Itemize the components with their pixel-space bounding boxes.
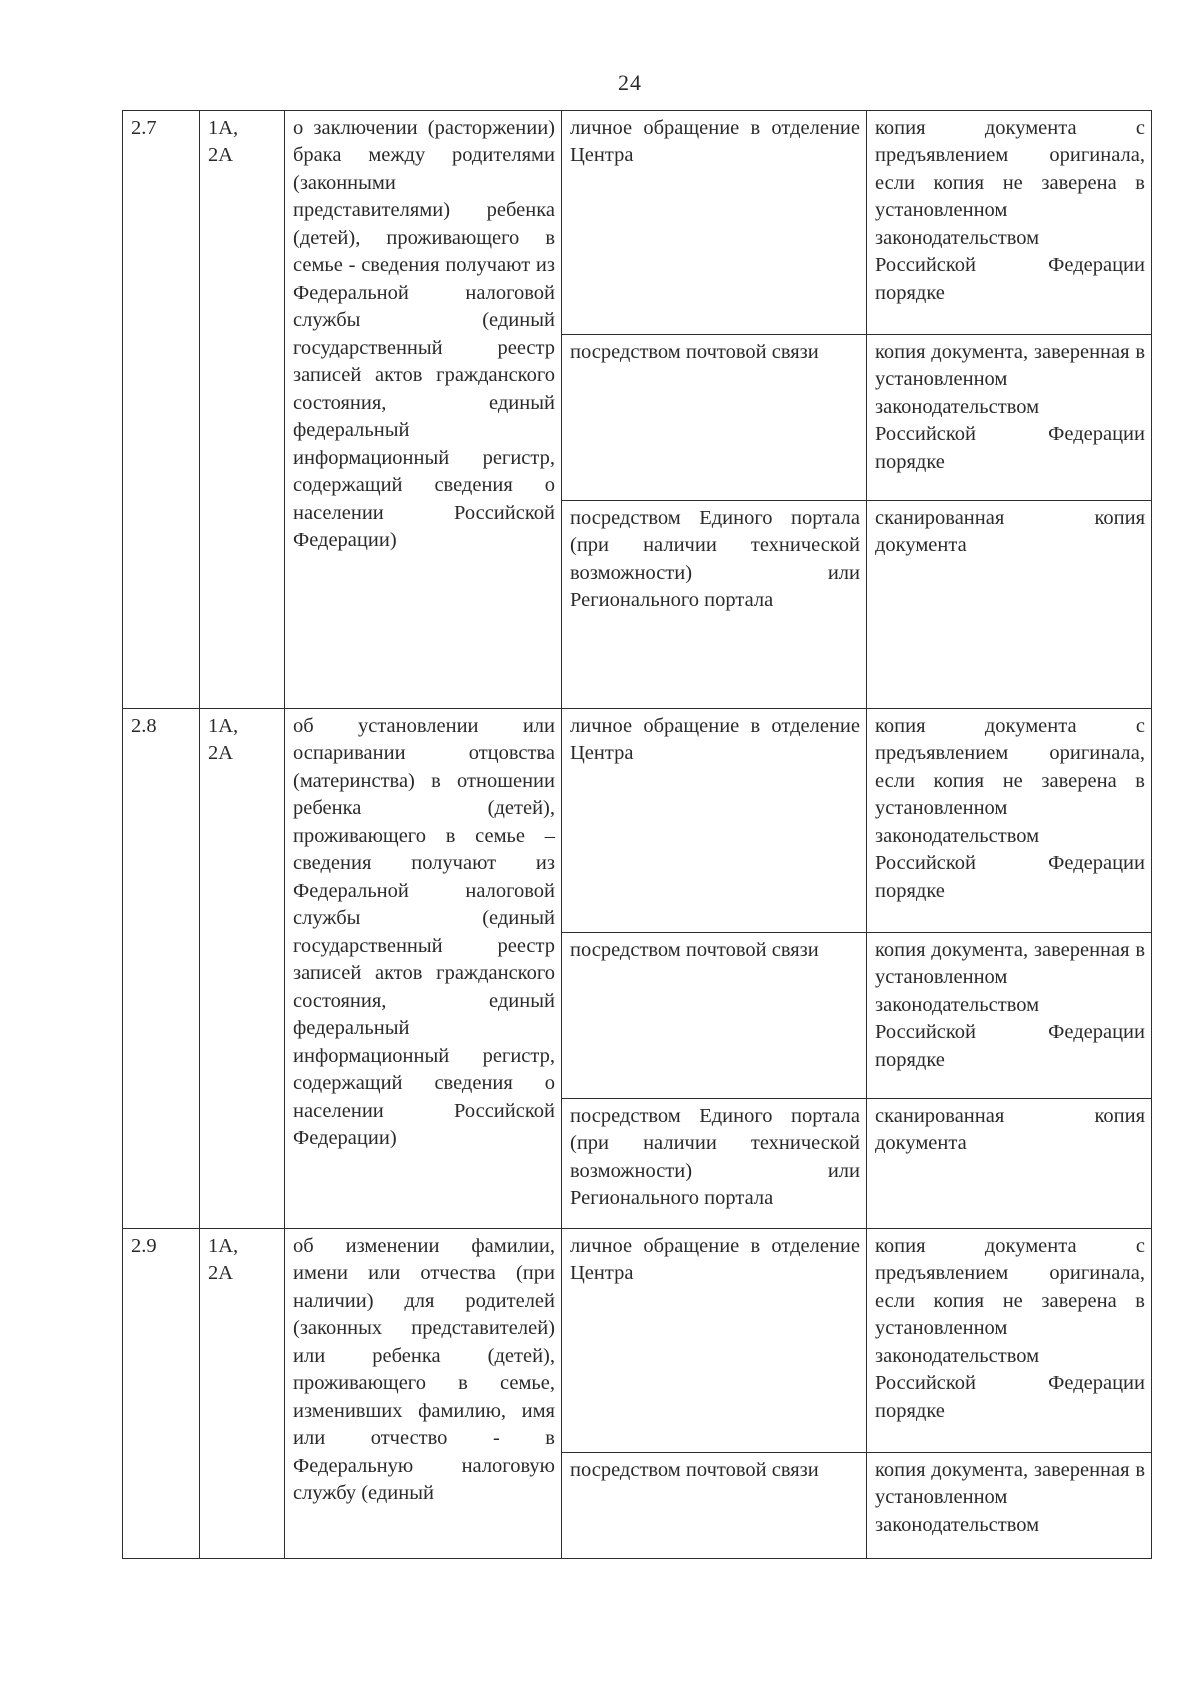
submission-method: посредством почтовой связи <box>562 335 867 501</box>
submission-method: посредством почтовой связи <box>562 933 867 1099</box>
category-cell <box>200 709 285 1229</box>
document-form: копия документа с предъявлением оригинала, если копия не заверена в установленном законодательством Российской Федерации порядке <box>867 709 1152 933</box>
document-form: сканированная копия документа <box>867 501 1152 709</box>
document-form: копия документа, заверенная в установленном законодательством <box>867 1453 1152 1559</box>
category-cell <box>200 111 285 709</box>
table-row <box>123 111 1152 335</box>
submission-method: личное обращение в отделение Центра <box>562 709 867 933</box>
submission-method: личное обращение в отделение Центра <box>562 111 867 335</box>
row-number: 2.7 <box>123 111 200 709</box>
document-description: о заключении (расторжении) брака между родителями (законными представителями) ребенка (детей), проживающего в семье - сведения получают из Федеральной налоговой службы (единый государственный реестр записей актов гражданского состояния, единый федеральный информационный регистр, содержащий сведения о населении Российской Федерации) <box>285 111 562 709</box>
table-row <box>123 1229 1152 1453</box>
table-row <box>123 709 1152 933</box>
category-line: 2А <box>208 144 234 167</box>
page-number: 24 <box>618 70 642 95</box>
document-form: сканированная копия документа <box>867 1099 1152 1229</box>
submission-method: посредством Единого портала (при наличии технической возможности) или Регионального портала <box>562 1099 867 1229</box>
submission-method: посредством Единого портала (при наличии технической возможности) или Регионального портала <box>562 501 867 709</box>
document-form: копия документа, заверенная в установленном законодательством Российской Федерации порядке <box>867 933 1152 1099</box>
category-line: 2А <box>208 742 234 765</box>
row-number: 2.9 <box>123 1229 200 1559</box>
document-form: копия документа с предъявлением оригинала, если копия не заверена в установленном законодательством Российской Федерации порядке <box>867 1229 1152 1453</box>
category-line: 1А, <box>208 117 239 139</box>
document-form: копия документа, заверенная в установленном законодательством Российской Федерации порядке <box>867 335 1152 501</box>
submission-method: посредством почтовой связи <box>562 1453 867 1559</box>
row-number: 2.8 <box>123 709 200 1229</box>
submission-method: личное обращение в отделение Центра <box>562 1229 867 1453</box>
document-form: копия документа с предъявлением оригинала, если копия не заверена в установленном законодательством Российской Федерации порядке <box>867 111 1152 335</box>
document-description: об изменении фамилии, имени или отчества (при наличии) для родителей (законных представителей) или ребенка (детей), проживающего в семье, изменивших фамилию, имя или отчество - в Федеральную налоговую службу (единый <box>285 1229 562 1559</box>
requirements-table <box>122 110 1152 1559</box>
document-description: об установлении или оспаривании отцовства (материнства) в отношении ребенка (детей), проживающего в семье – сведения получают из Федеральной налоговой службы (единый государственный реестр записей актов гражданского состояния, единый федеральный информационный регистр, содержащий сведения о населении Российской Федерации) <box>285 709 562 1229</box>
category-line: 1А, <box>208 1235 239 1257</box>
category-line: 1А, <box>208 715 239 737</box>
category-line: 2А <box>208 1262 234 1285</box>
category-cell <box>200 1229 285 1559</box>
